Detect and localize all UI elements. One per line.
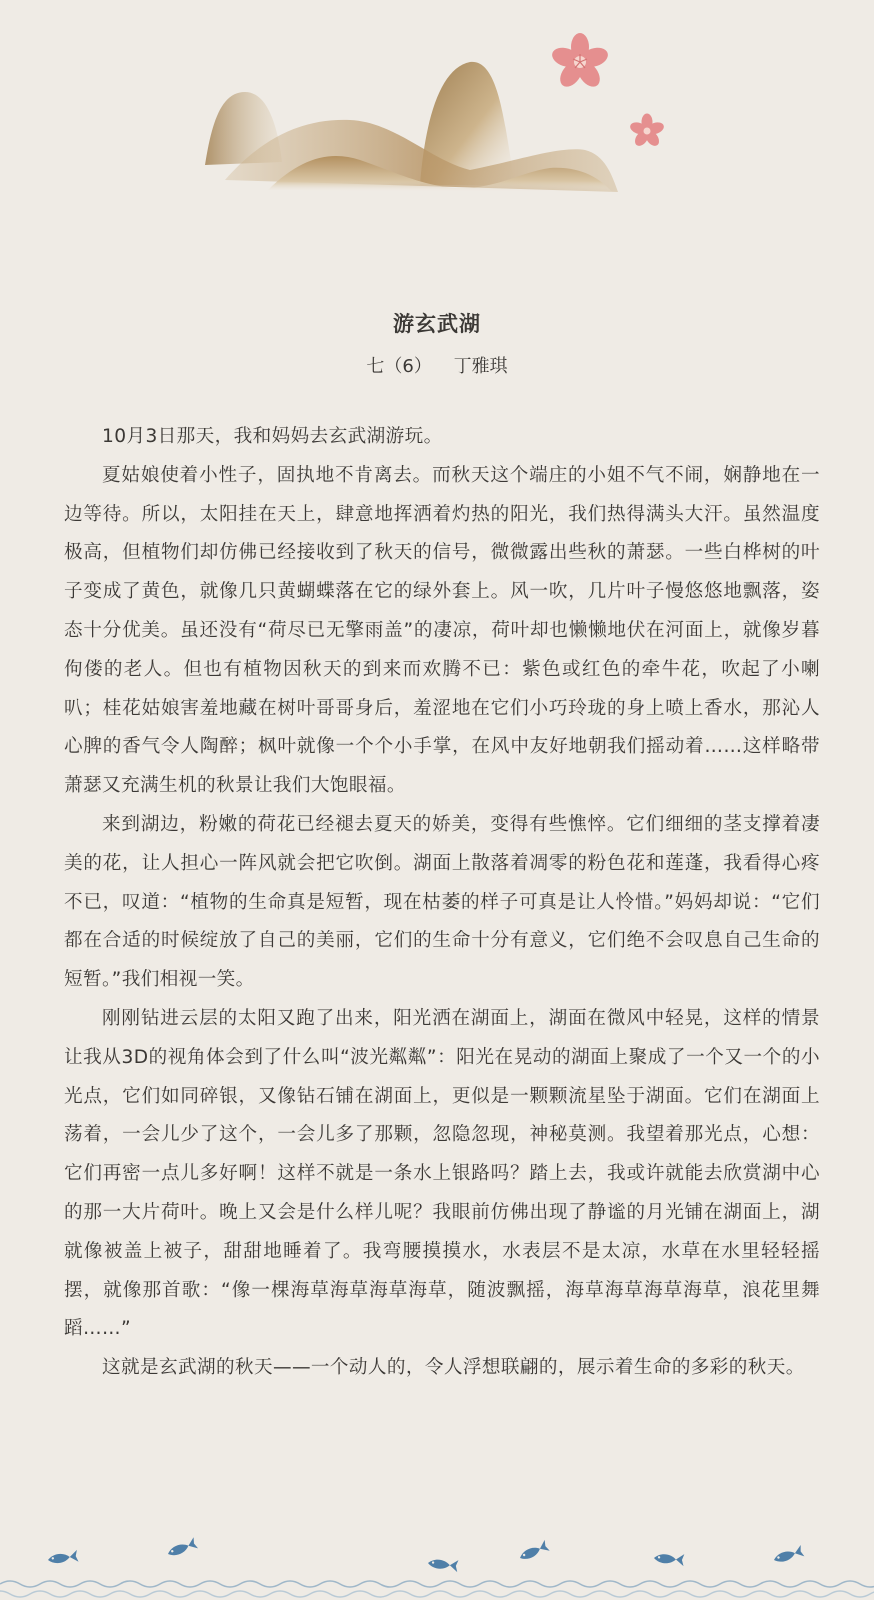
mountain-blossom-illustration — [0, 0, 874, 240]
blossom-small — [629, 114, 666, 149]
paragraph: 来到湖边，粉嫩的荷花已经褪去夏天的娇美，变得有些憔悴。它们细细的茎支撑着凄美的花，让人担心一阵风就会把它吹倒。湖面上散落着凋零的粉色花和莲蓬，我看得心疼不已，叹道：“植物的生命真是短暂，现在枯萎的样子可真是让人怜惜。”妈妈却说：“它们都在合适的时候绽放了自己的美丽，它们的生命十分有意义，它们绝不会叹息自己生命的短暂。”我们相视一笑。 — [64, 813, 820, 991]
fish-wave-footer — [0, 1520, 874, 1600]
fish-icon — [517, 1540, 549, 1564]
paragraph: 刚刚钻进云层的太阳又跑了出来，阳光洒在湖面上，湖面在微风中轻晃，这样的情景让我从3D的视角体会到了什么叫“波光粼粼”：阳光在晃动的湖面上聚成了一个又一个的小光点，它们如同碎银，又像钻石铺在湖面上，更似是一颗颗流星坠于湖面。它们在湖面上荡着，一会儿少了这个，一会儿多了那颗，忽隐忽现，神秘莫测。我望着那光点，心想：它们再密一点儿多好啊！这样不就是一条水上银路吗？踏上去，我或许就能去欣赏湖中心的那一大片荷叶。晚上又会是什么样儿呢？我眼前仿佛出现了静谧的月光铺在湖面上，湖就像被盖上被子，甜甜地睡着了。我弯腰摸摸水，水表层不是太凉，水草在水里轻轻摇摆，就像那首歌：“像一棵海草海草海草海草，随波飘摇，海草海草海草海草，浪花里舞蹈……” — [64, 1007, 820, 1340]
wave-line — [0, 1591, 874, 1597]
fish-icon — [772, 1545, 804, 1566]
fish-icon — [166, 1537, 198, 1559]
fish-icon — [47, 1550, 78, 1566]
fish-icon — [654, 1552, 685, 1566]
paragraph: 10月3日那天，我和妈妈去玄武湖游玩。 — [102, 426, 443, 447]
author-line — [0, 352, 874, 378]
fish-icon — [427, 1557, 458, 1572]
article-title: 游玄武湖 — [393, 312, 481, 336]
class-label: 七（6） — [366, 356, 432, 377]
paragraph: 这就是玄武湖的秋天——一个动人的，令人浮想联翩的，展示着生命的多彩的秋天。 — [102, 1357, 805, 1379]
wave-line — [0, 1581, 874, 1587]
article-body — [64, 418, 820, 1388]
blossom-large — [550, 33, 611, 91]
author-name: 丁雅琪 — [453, 356, 508, 377]
paragraph: 夏姑娘使着小性子，固执地不肯离去。而秋天这个端庄的小姐不气不闹，娴静地在一边等待。所以，太阳挂在天上，肆意地挥洒着灼热的阳光，我们热得满头大汗。虽然温度极高，但植物们却仿佛已经接收到了秋天的信号，微微露出些秋的萧瑟。一些白桦树的叶子变成了黄色，就像几只黄蝴蝶落在它的绿外套上。风一吹，几片叶子慢悠悠地飘落，姿态十分优美。虽还没有“荷尽已无擎雨盖”的凄凉，荷叶却也懒懒地伏在河面上，就像岁暮佝偻的老人。但也有植物因秋天的到来而欢腾不已：紫色或红色的牵牛花，吹起了小喇叭；桂花姑娘害羞地藏在树叶哥哥身后，羞涩地在它们小巧玲珑的身上喷上香水，那沁人心脾的香气令人陶醉；枫叶就像一个个小手掌，在风中友好地朝我们摇动着……这样略带萧瑟又充满生机的秋景让我们大饱眼福。 — [64, 464, 820, 797]
